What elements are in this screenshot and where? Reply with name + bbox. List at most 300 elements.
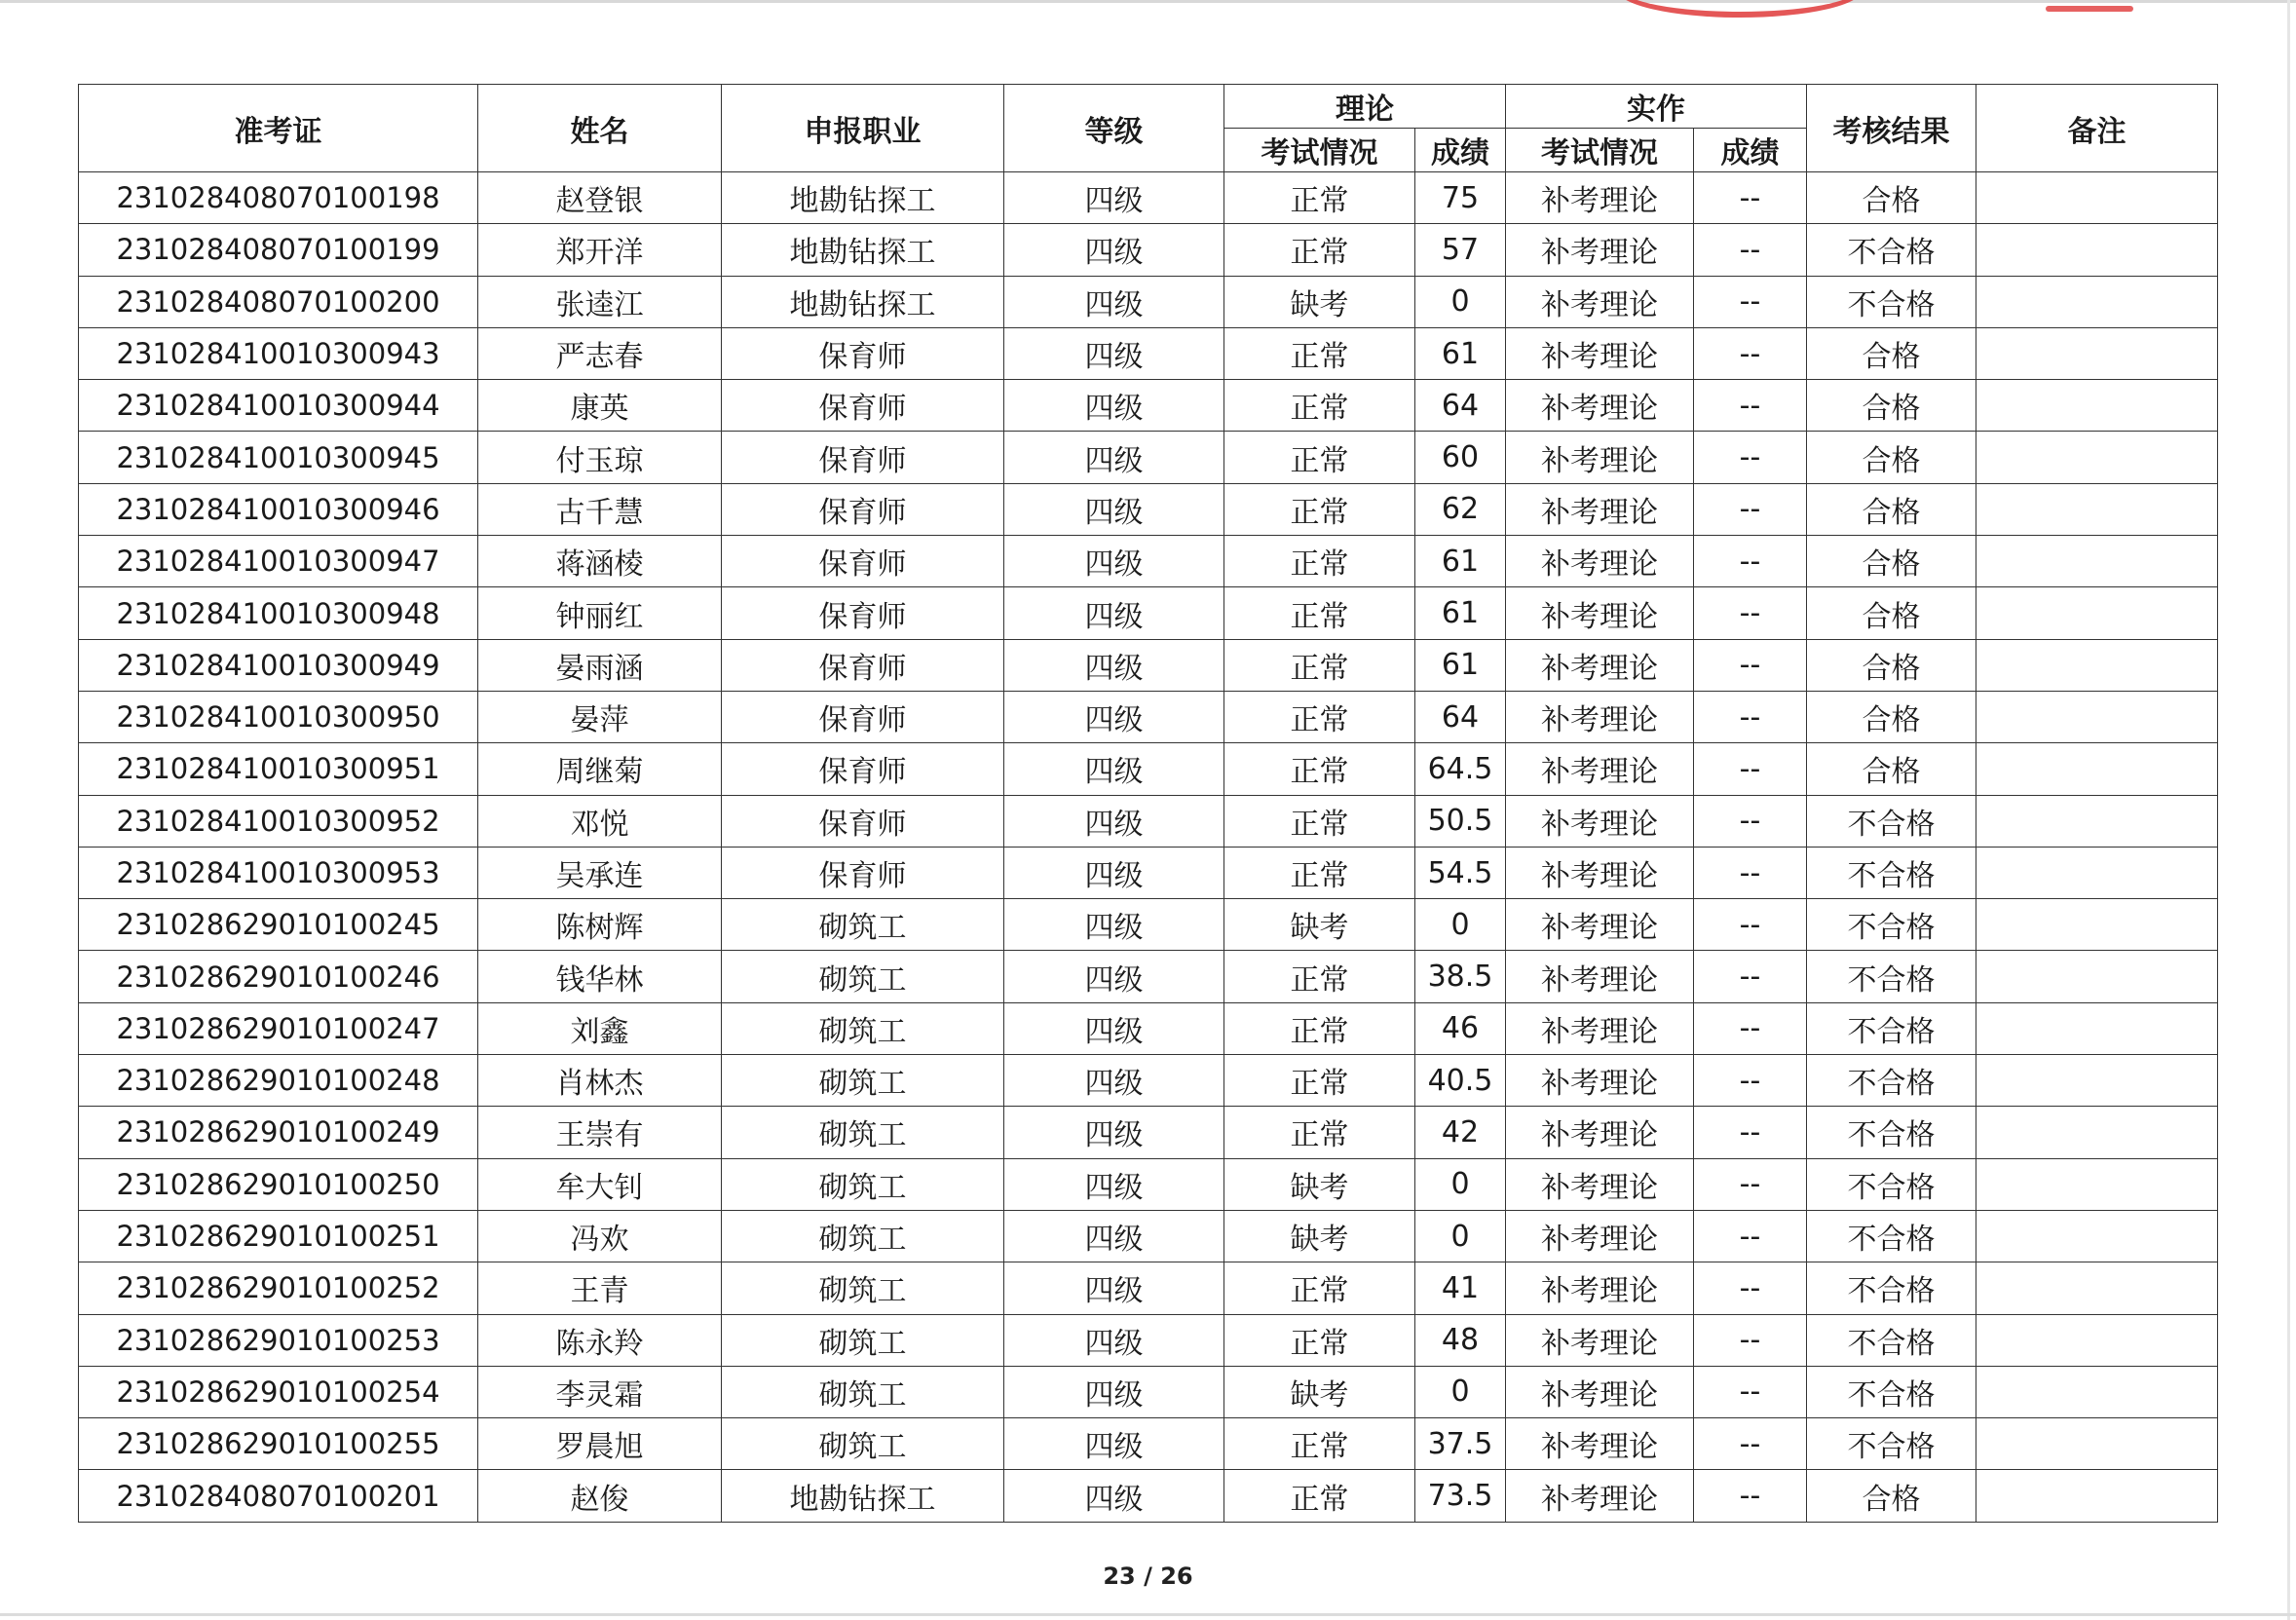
cell-practice-score: --: [1694, 743, 1807, 795]
col-occupation: 申报职业: [722, 85, 1004, 172]
cell-id: 231028410010300945: [79, 432, 478, 483]
cell-level: 四级: [1004, 380, 1224, 432]
cell-practice-score: --: [1694, 276, 1807, 327]
table-row: [79, 1158, 2218, 1210]
table-row: [79, 483, 2218, 535]
cell-remark: [1976, 951, 2218, 1002]
cell-practice-status: 补考理论: [1506, 1002, 1694, 1054]
cell-id: 231028408070100199: [79, 224, 478, 276]
cell-id: 231028410010300947: [79, 536, 478, 587]
cell-occupation: 砌筑工: [722, 1418, 1004, 1470]
cell-occupation: 保育师: [722, 795, 1004, 847]
cell-level: 四级: [1004, 1158, 1224, 1210]
red-seal-stamp: [1617, 0, 1863, 18]
cell-id: 231028629010100245: [79, 899, 478, 951]
cell-theory-status: 正常: [1224, 743, 1415, 795]
cell-theory-status: 正常: [1224, 1055, 1415, 1107]
cell-theory-status: 正常: [1224, 1002, 1415, 1054]
cell-level: 四级: [1004, 1314, 1224, 1366]
col-result: 考核结果: [1807, 85, 1976, 172]
cell-remark: [1976, 172, 2218, 224]
cell-remark: [1976, 1158, 2218, 1210]
cell-remark: [1976, 1262, 2218, 1314]
table-row: [79, 1418, 2218, 1470]
col-group-theory: 理论: [1224, 85, 1506, 129]
cell-theory-score: 62: [1415, 483, 1506, 535]
cell-level: 四级: [1004, 327, 1224, 379]
cell-practice-status: 补考理论: [1506, 743, 1694, 795]
cell-name: 蒋涵棱: [478, 536, 722, 587]
table-row: [79, 899, 2218, 951]
cell-name: 晏萍: [478, 691, 722, 742]
cell-result: 合格: [1807, 587, 1976, 639]
cell-practice-score: --: [1694, 1314, 1807, 1366]
cell-remark: [1976, 743, 2218, 795]
col-practice-score: 成绩: [1694, 129, 1807, 172]
cell-id: 231028410010300950: [79, 691, 478, 742]
cell-theory-score: 75: [1415, 172, 1506, 224]
cell-remark: [1976, 536, 2218, 587]
cell-name: 吴承连: [478, 847, 722, 898]
cell-level: 四级: [1004, 1366, 1224, 1417]
cell-practice-score: --: [1694, 899, 1807, 951]
cell-occupation: 砌筑工: [722, 1055, 1004, 1107]
cell-practice-status: 补考理论: [1506, 691, 1694, 742]
cell-practice-status: 补考理论: [1506, 1470, 1694, 1522]
cell-level: 四级: [1004, 1002, 1224, 1054]
table-row: [79, 1262, 2218, 1314]
cell-result: 不合格: [1807, 1055, 1976, 1107]
cell-result: 合格: [1807, 536, 1976, 587]
cell-occupation: 地勘钻探工: [722, 276, 1004, 327]
cell-theory-status: 缺考: [1224, 1366, 1415, 1417]
cell-theory-score: 0: [1415, 1366, 1506, 1417]
cell-level: 四级: [1004, 536, 1224, 587]
cell-level: 四级: [1004, 951, 1224, 1002]
cell-occupation: 砌筑工: [722, 1262, 1004, 1314]
cell-result: 合格: [1807, 380, 1976, 432]
cell-practice-status: 补考理论: [1506, 1314, 1694, 1366]
cell-theory-status: 缺考: [1224, 1210, 1415, 1262]
cell-id: 231028408070100198: [79, 172, 478, 224]
cell-remark: [1976, 1210, 2218, 1262]
cell-practice-status: 补考理论: [1506, 847, 1694, 898]
cell-occupation: 保育师: [722, 327, 1004, 379]
cell-theory-score: 41: [1415, 1262, 1506, 1314]
cell-theory-score: 0: [1415, 1210, 1506, 1262]
cell-result: 不合格: [1807, 276, 1976, 327]
cell-level: 四级: [1004, 899, 1224, 951]
cell-theory-status: 缺考: [1224, 276, 1415, 327]
cell-result: 不合格: [1807, 1158, 1976, 1210]
cell-level: 四级: [1004, 172, 1224, 224]
cell-practice-score: --: [1694, 1418, 1807, 1470]
cell-name: 冯欢: [478, 1210, 722, 1262]
cell-result: 合格: [1807, 432, 1976, 483]
cell-theory-score: 0: [1415, 276, 1506, 327]
cell-occupation: 地勘钻探工: [722, 172, 1004, 224]
cell-theory-score: 37.5: [1415, 1418, 1506, 1470]
table-row: [79, 795, 2218, 847]
cell-id: 231028410010300949: [79, 639, 478, 691]
cell-id: 231028629010100254: [79, 1366, 478, 1417]
cell-occupation: 砌筑工: [722, 1314, 1004, 1366]
cell-occupation: 保育师: [722, 639, 1004, 691]
cell-result: 不合格: [1807, 847, 1976, 898]
cell-id: 231028629010100249: [79, 1107, 478, 1158]
cell-practice-status: 补考理论: [1506, 380, 1694, 432]
cell-remark: [1976, 1002, 2218, 1054]
cell-practice-status: 补考理论: [1506, 172, 1694, 224]
cell-theory-score: 57: [1415, 224, 1506, 276]
cell-practice-score: --: [1694, 536, 1807, 587]
cell-practice-status: 补考理论: [1506, 1366, 1694, 1417]
cell-remark: [1976, 1418, 2218, 1470]
cell-occupation: 砌筑工: [722, 1158, 1004, 1210]
page-number: 23 / 26: [1103, 1563, 1193, 1590]
cell-name: 张逵江: [478, 276, 722, 327]
cell-practice-status: 补考理论: [1506, 587, 1694, 639]
cell-id: 231028629010100250: [79, 1158, 478, 1210]
cell-name: 周继菊: [478, 743, 722, 795]
cell-practice-score: --: [1694, 639, 1807, 691]
cell-id: 231028410010300946: [79, 483, 478, 535]
cell-level: 四级: [1004, 276, 1224, 327]
cell-occupation: 保育师: [722, 536, 1004, 587]
cell-practice-status: 补考理论: [1506, 639, 1694, 691]
cell-level: 四级: [1004, 224, 1224, 276]
cell-id: 231028629010100252: [79, 1262, 478, 1314]
cell-name: 郑开洋: [478, 224, 722, 276]
cell-name: 牟大钊: [478, 1158, 722, 1210]
cell-id: 231028629010100247: [79, 1002, 478, 1054]
table-row: [79, 639, 2218, 691]
cell-level: 四级: [1004, 847, 1224, 898]
cell-remark: [1976, 1470, 2218, 1522]
cell-theory-score: 64.5: [1415, 743, 1506, 795]
cell-level: 四级: [1004, 795, 1224, 847]
cell-id: 231028629010100246: [79, 951, 478, 1002]
cell-remark: [1976, 483, 2218, 535]
cell-occupation: 保育师: [722, 743, 1004, 795]
cell-occupation: 地勘钻探工: [722, 224, 1004, 276]
cell-practice-score: --: [1694, 847, 1807, 898]
cell-name: 付玉琼: [478, 432, 722, 483]
cell-theory-status: 正常: [1224, 639, 1415, 691]
col-name: 姓名: [478, 85, 722, 172]
cell-result: 合格: [1807, 743, 1976, 795]
cell-theory-status: 正常: [1224, 224, 1415, 276]
cell-practice-status: 补考理论: [1506, 899, 1694, 951]
cell-result: 合格: [1807, 327, 1976, 379]
cell-theory-score: 40.5: [1415, 1055, 1506, 1107]
col-theory-score: 成绩: [1415, 129, 1506, 172]
cell-result: 合格: [1807, 1470, 1976, 1522]
cell-remark: [1976, 380, 2218, 432]
cell-result: 不合格: [1807, 224, 1976, 276]
cell-name: 邓悦: [478, 795, 722, 847]
cell-level: 四级: [1004, 639, 1224, 691]
cell-result: 合格: [1807, 639, 1976, 691]
cell-occupation: 保育师: [722, 847, 1004, 898]
cell-name: 赵登银: [478, 172, 722, 224]
cell-result: 不合格: [1807, 951, 1976, 1002]
cell-id: 231028410010300944: [79, 380, 478, 432]
cell-practice-score: --: [1694, 1470, 1807, 1522]
cell-practice-score: --: [1694, 1158, 1807, 1210]
cell-practice-status: 补考理论: [1506, 1107, 1694, 1158]
cell-result: 合格: [1807, 172, 1976, 224]
cell-practice-status: 补考理论: [1506, 795, 1694, 847]
cell-theory-status: 正常: [1224, 432, 1415, 483]
cell-theory-status: 正常: [1224, 536, 1415, 587]
cell-theory-status: 正常: [1224, 951, 1415, 1002]
cell-practice-status: 补考理论: [1506, 951, 1694, 1002]
cell-id: 231028410010300951: [79, 743, 478, 795]
cell-result: 不合格: [1807, 1210, 1976, 1262]
table-row: [79, 380, 2218, 432]
cell-level: 四级: [1004, 1107, 1224, 1158]
table-row: [79, 1107, 2218, 1158]
cell-practice-score: --: [1694, 380, 1807, 432]
cell-practice-score: --: [1694, 587, 1807, 639]
cell-theory-status: 正常: [1224, 1418, 1415, 1470]
table-row: [79, 1314, 2218, 1366]
table-row: [79, 1210, 2218, 1262]
cell-name: 王崇有: [478, 1107, 722, 1158]
table-row: [79, 1055, 2218, 1107]
cell-practice-score: --: [1694, 1002, 1807, 1054]
cell-occupation: 砌筑工: [722, 1107, 1004, 1158]
cell-theory-status: 正常: [1224, 380, 1415, 432]
cell-theory-status: 正常: [1224, 172, 1415, 224]
cell-remark: [1976, 1107, 2218, 1158]
cell-practice-score: --: [1694, 1055, 1807, 1107]
cell-result: 不合格: [1807, 1107, 1976, 1158]
cell-result: 不合格: [1807, 795, 1976, 847]
cell-theory-status: 正常: [1224, 327, 1415, 379]
cell-occupation: 砌筑工: [722, 899, 1004, 951]
cell-remark: [1976, 276, 2218, 327]
cell-remark: [1976, 795, 2218, 847]
table-row: [79, 327, 2218, 379]
red-seal-mark: [2046, 6, 2133, 12]
col-theory-status: 考试情况: [1224, 129, 1415, 172]
cell-level: 四级: [1004, 483, 1224, 535]
cell-name: 古千慧: [478, 483, 722, 535]
cell-practice-score: --: [1694, 795, 1807, 847]
cell-level: 四级: [1004, 743, 1224, 795]
cell-theory-score: 38.5: [1415, 951, 1506, 1002]
cell-theory-status: 正常: [1224, 1314, 1415, 1366]
cell-practice-score: --: [1694, 1366, 1807, 1417]
cell-name: 钟丽红: [478, 587, 722, 639]
cell-id: 231028410010300948: [79, 587, 478, 639]
cell-result: 不合格: [1807, 1262, 1976, 1314]
cell-practice-status: 补考理论: [1506, 536, 1694, 587]
cell-result: 合格: [1807, 691, 1976, 742]
cell-theory-score: 61: [1415, 587, 1506, 639]
cell-remark: [1976, 1366, 2218, 1417]
cell-occupation: 保育师: [722, 380, 1004, 432]
cell-id: 231028408070100200: [79, 276, 478, 327]
cell-level: 四级: [1004, 1055, 1224, 1107]
cell-name: 钱华林: [478, 951, 722, 1002]
table-header: [79, 85, 2218, 172]
cell-id: 231028410010300952: [79, 795, 478, 847]
cell-theory-score: 64: [1415, 691, 1506, 742]
cell-practice-status: 补考理论: [1506, 432, 1694, 483]
cell-theory-score: 54.5: [1415, 847, 1506, 898]
cell-theory-score: 61: [1415, 327, 1506, 379]
cell-practice-status: 补考理论: [1506, 1210, 1694, 1262]
table-row: [79, 224, 2218, 276]
cell-practice-status: 补考理论: [1506, 1418, 1694, 1470]
cell-remark: [1976, 847, 2218, 898]
cell-theory-status: 正常: [1224, 795, 1415, 847]
cell-practice-score: --: [1694, 327, 1807, 379]
cell-practice-status: 补考理论: [1506, 1055, 1694, 1107]
cell-name: 严志春: [478, 327, 722, 379]
cell-practice-status: 补考理论: [1506, 1158, 1694, 1210]
cell-result: 不合格: [1807, 1002, 1976, 1054]
cell-practice-status: 补考理论: [1506, 1262, 1694, 1314]
cell-theory-score: 50.5: [1415, 795, 1506, 847]
cell-result: 合格: [1807, 483, 1976, 535]
cell-theory-status: 正常: [1224, 1107, 1415, 1158]
cell-level: 四级: [1004, 1418, 1224, 1470]
col-level: 等级: [1004, 85, 1224, 172]
col-remark: 备注: [1976, 85, 2218, 172]
cell-theory-status: 正常: [1224, 691, 1415, 742]
table-row: [79, 536, 2218, 587]
cell-occupation: 砌筑工: [722, 951, 1004, 1002]
cell-name: 罗晨旭: [478, 1418, 722, 1470]
table-row: [79, 1366, 2218, 1417]
cell-practice-score: --: [1694, 691, 1807, 742]
cell-remark: [1976, 639, 2218, 691]
cell-remark: [1976, 432, 2218, 483]
cell-level: 四级: [1004, 1210, 1224, 1262]
cell-theory-score: 48: [1415, 1314, 1506, 1366]
cell-practice-score: --: [1694, 483, 1807, 535]
cell-name: 赵俊: [478, 1470, 722, 1522]
cell-result: 不合格: [1807, 1314, 1976, 1366]
cell-remark: [1976, 1314, 2218, 1366]
cell-practice-score: --: [1694, 951, 1807, 1002]
cell-theory-score: 0: [1415, 1158, 1506, 1210]
cell-name: 刘鑫: [478, 1002, 722, 1054]
cell-occupation: 砌筑工: [722, 1002, 1004, 1054]
table-row: [79, 743, 2218, 795]
cell-remark: [1976, 1055, 2218, 1107]
cell-practice-score: --: [1694, 432, 1807, 483]
cell-level: 四级: [1004, 432, 1224, 483]
cell-theory-score: 64: [1415, 380, 1506, 432]
cell-practice-score: --: [1694, 1262, 1807, 1314]
cell-name: 康英: [478, 380, 722, 432]
cell-level: 四级: [1004, 1470, 1224, 1522]
cell-theory-score: 0: [1415, 899, 1506, 951]
cell-name: 晏雨涵: [478, 639, 722, 691]
cell-remark: [1976, 327, 2218, 379]
table-body: [79, 172, 2218, 1523]
cell-name: 王青: [478, 1262, 722, 1314]
top-edge-rule: [0, 0, 2296, 3]
table-row: [79, 276, 2218, 327]
cell-occupation: 保育师: [722, 432, 1004, 483]
cell-practice-score: --: [1694, 1107, 1807, 1158]
table-row: [79, 432, 2218, 483]
cell-remark: [1976, 691, 2218, 742]
table-row: [79, 587, 2218, 639]
cell-id: 231028629010100253: [79, 1314, 478, 1366]
cell-occupation: 砌筑工: [722, 1210, 1004, 1262]
cell-id: 231028629010100248: [79, 1055, 478, 1107]
cell-name: 陈树辉: [478, 899, 722, 951]
cell-id: 231028408070100201: [79, 1470, 478, 1522]
cell-theory-status: 正常: [1224, 483, 1415, 535]
cell-theory-score: 60: [1415, 432, 1506, 483]
right-edge-rule: [2287, 0, 2290, 1620]
cell-occupation: 保育师: [722, 587, 1004, 639]
cell-theory-score: 42: [1415, 1107, 1506, 1158]
cell-theory-status: 缺考: [1224, 1158, 1415, 1210]
cell-practice-score: --: [1694, 224, 1807, 276]
cell-theory-status: 缺考: [1224, 899, 1415, 951]
cell-name: 李灵霜: [478, 1366, 722, 1417]
cell-result: 不合格: [1807, 1366, 1976, 1417]
cell-occupation: 保育师: [722, 691, 1004, 742]
cell-occupation: 砌筑工: [722, 1366, 1004, 1417]
cell-level: 四级: [1004, 1262, 1224, 1314]
cell-theory-score: 61: [1415, 639, 1506, 691]
bottom-edge-rule: [0, 1613, 2296, 1616]
cell-name: 肖林杰: [478, 1055, 722, 1107]
col-practice-status: 考试情况: [1506, 129, 1694, 172]
cell-id: 231028410010300943: [79, 327, 478, 379]
cell-practice-score: --: [1694, 172, 1807, 224]
cell-name: 陈永羚: [478, 1314, 722, 1366]
cell-id: 231028629010100255: [79, 1418, 478, 1470]
cell-result: 不合格: [1807, 1418, 1976, 1470]
table-row: [79, 951, 2218, 1002]
cell-remark: [1976, 224, 2218, 276]
cell-occupation: 地勘钻探工: [722, 1470, 1004, 1522]
cell-level: 四级: [1004, 691, 1224, 742]
cell-practice-status: 补考理论: [1506, 483, 1694, 535]
cell-theory-status: 正常: [1224, 587, 1415, 639]
table-row: [79, 1470, 2218, 1522]
cell-result: 不合格: [1807, 899, 1976, 951]
cell-theory-status: 正常: [1224, 847, 1415, 898]
col-exam-id: 准考证: [79, 85, 478, 172]
col-group-practice: 实作: [1506, 85, 1807, 129]
cell-theory-status: 正常: [1224, 1470, 1415, 1522]
cell-theory-score: 61: [1415, 536, 1506, 587]
results-table: [78, 84, 2218, 1523]
table-row: [79, 847, 2218, 898]
cell-practice-score: --: [1694, 1210, 1807, 1262]
cell-practice-status: 补考理论: [1506, 276, 1694, 327]
cell-occupation: 保育师: [722, 483, 1004, 535]
cell-practice-status: 补考理论: [1506, 327, 1694, 379]
cell-practice-status: 补考理论: [1506, 224, 1694, 276]
cell-id: 231028410010300953: [79, 847, 478, 898]
table-row: [79, 172, 2218, 224]
cell-level: 四级: [1004, 587, 1224, 639]
table-row: [79, 1002, 2218, 1054]
